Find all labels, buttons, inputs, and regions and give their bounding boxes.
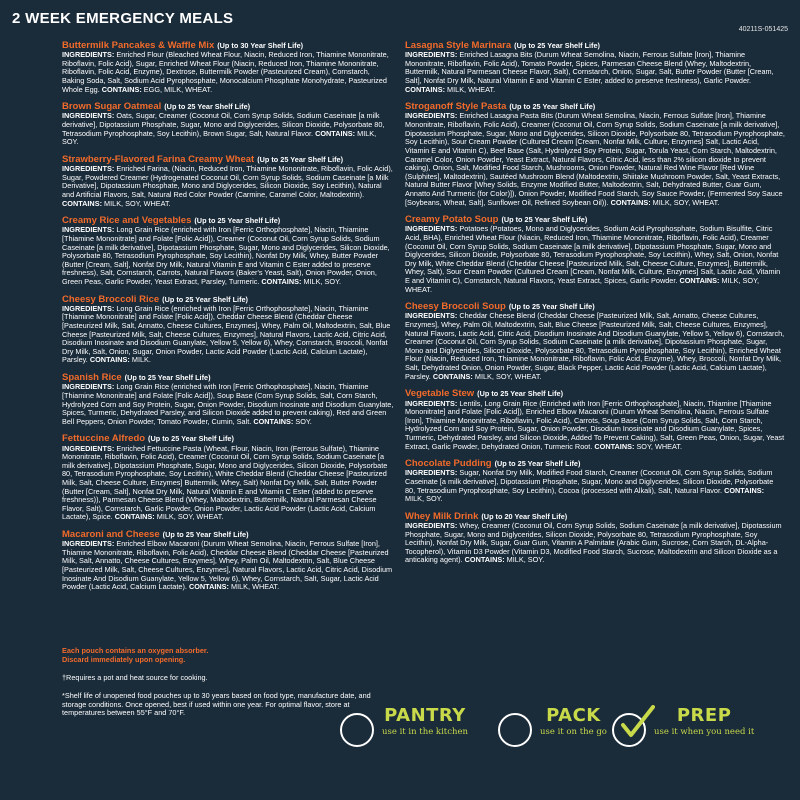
ingredients-label: INGREDIENTS: — [62, 303, 115, 313]
meal-item — [405, 101, 785, 207]
shelf-life: (Up to 25 Year Shelf Life) — [162, 530, 249, 540]
page-title: 2 WEEK EMERGENCY MEALS — [12, 10, 234, 27]
warning-oxygen: Each pouch contains an oxygen absorber. — [62, 646, 209, 655]
contains-label: CONTAINS: — [405, 84, 445, 94]
meal-name: Cheesy Broccoli Rice — [62, 293, 160, 305]
ingredients-label: INGREDIENTS: — [62, 443, 115, 453]
ingredients-text — [62, 305, 394, 365]
meal-name: Spanish Rice — [62, 372, 122, 384]
meal-item — [62, 154, 394, 208]
allergens: MILK, SOY, WHEAT. — [405, 276, 760, 294]
contains-label: CONTAINS: — [594, 441, 635, 451]
ingredients-text — [405, 522, 785, 565]
ingredients-label: INGREDIENTS: — [62, 225, 115, 235]
shelf-life: (Up to 25 Year Shelf Life) — [148, 434, 234, 444]
brand-word: PACK — [546, 705, 601, 726]
brand-word: PREP — [676, 705, 732, 726]
allergens: MILK, SOY, WHEAT. — [156, 512, 224, 522]
meal-name: Macaroni and Cheese — [62, 529, 160, 541]
meal-name: Brown Sugar Oatmeal — [62, 101, 162, 113]
meal-name: Stroganoff Style Pasta — [405, 101, 507, 113]
shelf-life: (Up to 25 Year Shelf Life) — [124, 373, 211, 383]
ingredients-text — [62, 226, 394, 286]
meal-item — [405, 388, 785, 451]
warning-discard: Discard immediately upon opening. — [62, 654, 186, 664]
meal-name: Chocolate Pudding — [405, 458, 492, 470]
allergens: MILK, SOY, WHEAT. — [104, 198, 171, 208]
shelf-life: (Up to 25 Year Shelf Life) — [194, 216, 281, 226]
ingredients-label: INGREDIENTS: — [405, 224, 458, 234]
ingredients-text — [62, 51, 394, 94]
contains-label: CONTAINS: — [610, 197, 651, 207]
meal-item — [62, 40, 394, 94]
contains-label: CONTAINS: — [101, 84, 142, 94]
ingredients-list: Enriched Lasagna Bits (Durum Wheat Semolina, Niacin, Ferrous Sulfate [Iron], Thiamine Mononitrate, Riboflavin, Folic Acid), Tomato Powder, Spices, Parmesan Cheese Blend (Whey, Maltodextrin, Buttermilk, Natural Parmesan Cheese Flavor, Salt), Cornstarch, Onion, Sugar, Salt, Butter Powder (Butter [Cream, Salt], Nonfat Dry Milk, Natural Vitamin E and Vitamin C Ester, added to preserve freshness), Garlic Powder. — [405, 50, 774, 86]
brand-tagline: use it on the go — [540, 727, 607, 737]
ingredients-list: Lentils, Long Grain Rice (Enriched with Iron [Ferric Orthophosphate], Niacin, Thiamine [Thiamine Mononitrate] and Folate [Folic Acid]), Enriched Elbow Macaroni (Durum Wheat Semolina, Niacin, Ferrous Sulfate [Iron], Thiamine Mononitrate, Riboflavin, Folic Acid), Carrots, Soup Base (Corn Syrup Solids, Salt, Corn Starch, Hydrolyzed Corn and Soy Protein, Sugar, Onion Powder, Disodium Inosinate and Disodium Guanylate, Spices, Turmeric, Dehydrated Parsley, and Silicon Dioxide, Added To Prevent Caking), Salt, Green Peas, Onion, Sugar, Yeast Extract, Garlic Powder, Dehydrated Onion, Turmeric Root. — [405, 398, 785, 451]
shelf-life: (Up to 25 Year Shelf Life) — [514, 41, 600, 50]
ingredients-list: Enriched Lasagna Pasta Bits (Durum Wheat Semolina, Niacin, Ferrous Sulfate [Iron], Thiamine Mononitrate, Riboflavin, Folic Acid), Creamer (Coconut Oil, Corn Syrup Solids, Sodium Caseinate [a milk derivative], Dipotassium Phosphate, Sugar, Mono and Diglycerides, Silicon Dioxide, Polysorbate 80, Tetrasodium Pyrophosphate, Soy Lecithin), Sour Cream Powder (Cultured Cream [Cream, Nonfat Milk, Culture, Enzymes] Salt, Lactic Acid, Vitamin E and Vitamin C), Beef Base (Salt, Hydrolyzed Soy Protein, Sugar, Torula Yeast, Corn Starch, Maltodextrin, Caramel Color, Onion Powder, Yeast Extract, Natural Flavors, Citric Acid, less than 2% silicon dioxide to prevent caking), Onion, Salt, Modified Food Starch, Mushrooms, Onion Powder, Natural Red Wine Flavor [Red Wine (Sulphites], Maltodextrin), Sautéed Mushroom Blend (Maltodextrin, Shiitake Mushroom Powder, Salt, Yeast Extracts, Natural Butter Flavor [Whey Solids, Enzyme Modified Butter, Maltodextrin, Salt, Dehydrated Butter, Guar Gum, Annatto And Turmeric (for Color)]), Onion Powder, Modified Food Starch, Soy Sauce Powder, (Fermented Soy Sauce [Soybeans, Wheat, Salt], Sunflower Oil, Refined Soybean Oil)). — [405, 111, 785, 207]
brand-tagline: use it when you need it — [654, 727, 755, 737]
shelf-life: (Up to 20 Year Shelf Life) — [481, 511, 568, 521]
allergens: SOY. — [295, 416, 312, 426]
ingredients-label: INGREDIENTS: — [62, 382, 115, 392]
meal-item — [62, 372, 394, 426]
ingredients-label: INGREDIENTS: — [62, 50, 115, 60]
ingredients-list: Sugar, Nonfat Dry Milk, Modified Food Starch, Creamer (Coconut Oil, Corn Syrup Solids, Sodium Caseinate [a milk derivative], Dipotassium Phosphate, Sugar, Mono and Diglycerides, Silicon Dioxide, Polysorbate 80, Tetrasodium Pyrophosphate, Soy Lecithin), Cocoa (processed with Alkali), Salt, Natural Flavor. — [405, 468, 774, 495]
ingredients-list: Enriched Flour (Bleached Wheat Flour, Niacin, Reduced Iron, Thiamine Mononitrate, Riboflavin, Folic Acid), Sugar, Enriched Wheat Flour (Niacin, Reduced Iron, Thiamine Mononitrate, Riboflavin, Folic Acid, Enzyme), Dextrose, Buttermilk Powder (Pasteurized Cream), Cornstarch, Baking Soda, Salt, Sodium Acid Pyrophosphate, Monocalcium Phosphate Monohydrate, Pasteurized Whole Egg. — [62, 50, 389, 94]
allergens: EGG, MILK, WHEAT. — [143, 84, 213, 94]
ingredients-text — [405, 469, 785, 503]
allergens: MILK, SOY, WHEAT. — [474, 371, 542, 381]
meal-item — [405, 511, 785, 565]
ingredients-list: Long Grain Rice (enriched with Iron [Ferric Orthophosphate], Niacin, Thiamine [Thiamine Mononitrate] and Folate [Folic Acid]), Cheddar Cheese Blend (Cheddar Cheese [Pasteurized Milk, Salt, Annatto, Cheese Cultures, Enzymes], Whey, Palm Oil, Maltodextrin, Salt, Blue Cheese [Pasteurized Milk, Salt, Cheese Cultures, Enzymes], Natural Flavors, Lactic Acid, Citric Acid, Disodium Inosinate and Disodium Guanylate, Yellow 5, Yellow 6), Whey, Cornstarch, Broccoli, Nonfat Dry Milk, Salt, Onion, Sugar, Onion Powder, Lactic Acid Powder (Lactic Acid, Calcium Lactate), Parsley. — [62, 303, 391, 365]
ingredients-list: Whey, Creamer (Coconut Oil, Corn Syrup Solids, Sodium Caseinate [a milk derivative], Dipotassium Phosphate, Sugar, Mono and Diglycerides, Silicon Dioxide, Polysorbate 80, Tetrasodium Pyrophosphate, Soy Lecithin), Nonfat Dry Milk, Sugar, Guar Gum, Vitamin A Palmitate (Arabic Gum, Sucrose, Corn Starch, DL-Alpha-Tocopherol), Vitamin D3 Powder (Vitamin D3, Modified Food Starch, Sucrose, Maltodextrin and Silicon Dioxide as a anticaking agent). — [405, 521, 782, 565]
ingredients-text — [62, 445, 394, 522]
ingredients-label: INGREDIENTS: — [405, 468, 458, 478]
contains-label: CONTAINS: — [679, 276, 720, 286]
ingredients-text — [405, 312, 785, 381]
meal-name: Whey Milk Drink — [405, 510, 479, 522]
meal-name: Cheesy Broccoli Soup — [405, 301, 506, 313]
contains-label: CONTAINS: — [315, 128, 356, 138]
allergens: MILK, WHEAT. — [230, 582, 280, 592]
ingredients-label: INGREDIENTS: — [405, 398, 458, 408]
right-column — [405, 40, 785, 572]
meal-item — [405, 301, 785, 381]
shelf-life: (Up to 25 Year Shelf Life) — [477, 389, 563, 399]
ingredients-text — [62, 383, 394, 426]
ingredients-list: Potatoes (Potatoes, Mono and Diglycerides, Sodium Acid Pyrophosphate, Sodium Bisulfite, Citric Acid, BHA), Enriched Wheat Flour (Niacin, Reduced Iron, Thiamine Mononitrate, Riboflavin, Folic Acid), Creamer (Coconut Oil, Corn Syrup Solids, Sodium Caseinate [a milk derivative], Dipotassium Phosphate, Sugar, Mono and Diglycerides, Silicon Dioxide, Polysorbate 80, Tetrasodium Pyrophosphate, Soy Lecithin), Whey, Salt, Onion, Nonfat Dry Milk, White Cheddar Blend (Cheddar Cheese [Pasteurized Milk, Salt, Cheese Culture, Enzymes], Buttermilk, Whey, Salt), Sour Cream Powder (Cultured Cream [Cream, Nonfat Milk, Culture, Enzymes] Salt, Lactic Acid, Vitamin E and Vitamin C), Cornstarch, Natural Flavors, Yeast Extract, Spices, Garlic Powder. — [405, 224, 781, 286]
meal-item — [62, 101, 394, 147]
allergens: MILK, SOY. — [62, 128, 377, 147]
allergens: MILK, SOY. — [506, 555, 545, 565]
meal-item — [405, 458, 785, 504]
allergens: MILK, SOY. — [303, 277, 342, 286]
contains-label: CONTAINS: — [432, 371, 473, 381]
shelf-life: (Up to 25 Year Shelf Life) — [508, 302, 595, 312]
brand-tagline: use it in the kitchen — [382, 727, 468, 737]
contains-label: CONTAINS: — [253, 416, 294, 426]
note-shelf-life: *Shelf life of unopened food pouches up to 30 years based on food type, manufacture date, and storage conditions. Once opened, best if used within one year. For optimal flavor, store at temperatures between 55°F and 70°F. — [62, 690, 371, 718]
ingredients-list: Enriched Fettuccine Pasta (Wheat, Flour, Niacin, Iron (Ferrous Sulfate), Thiamine Mononitrate, Riboflavin, Folic Acid), Creamer (Coconut Oil, Corn Syrup Solids, Sodium Caseinate [a milk derivative], Dipotassium Phosphate, Sugar, Mono and Diglycerides, Silicon Dioxide, Polysorbate 80, Tetrasodium Pyrophosphate, Soy Lecithin), White Cheddar Blend (Cheddar Cheese [Pasteurized Milk, Salt, Cheese Culture, Enzymes] Buttermilk, Whey, Salt) Nonfat Dry Milk, Salt, Butter Powder (Butter [Cream, Salt], Nonfat Dry Milk, Natural Vitamin E and Vitamin C Ester (added to preserve freshness)), Parmesan Cheese Blend (Whey, Maltodextrin, Buttermilk, Natural Parmesan Cheese Flavor, Salt), Cornstarch, Garlic Powder, Onion Powder, Lactic Acid Powder (Lactic Acid, Calcium Lactate), Spice. — [62, 443, 388, 522]
checked-circle-icon — [612, 713, 646, 747]
shelf-life: (Up to 25 Year Shelf Life) — [257, 154, 344, 164]
ingredients-list: Cheddar Cheese Blend (Cheddar Cheese [Pasteurized Milk, Salt, Annatto, Cheese Cultures, Enzymes], Whey, Palm Oil, Maltodextrin, Salt, Blue Cheese [Pasteurized Milk, Salt, Cheese Cultures, Enzymes], Natural Flavors, Lactic Acid, Citric Acid, Disodium Inosinate And Disodium Guanylate, Yellow 5, Yellow 6), Cornstarch, Creamer (Coconut Oil, Corn Syrup Solids, Sodium Caseinate [a milk derivative], Dipotassium Phosphate, Sugar, Mono and Diglycerides, Silicon Dioxide, Polysorbate 80, Tetrasodium Pyrophosphate, Soy Lecithin), Enriched Wheat Flour (Niacin, Reduced Iron, Thiamine Mononitrate, Riboflavin, Folic Acid, Enzyme), Whey, Broccoli, Nonfat Dry Milk, Salt, Dehydrated Onion, Onion Powder, Sugar, Black Pepper, Lactic Acid Powder (Lactic Acid, Calcium Lactate), Parsley. — [405, 311, 785, 381]
ingredients-label: INGREDIENTS: — [62, 164, 115, 174]
allergens: MILK, SOY, WHEAT. — [652, 197, 720, 207]
checkmark-icon — [615, 705, 655, 745]
ingredients-list: Enriched Farina, (Niacin, Reduced Iron, Thiamine Mononitrate, Riboflavin, Folic Acid), Sugar, Powdered Creamer (Hydrogenated Coconut Oil, Corn Syrup Solids, Sodium Caseinate [a Milk Derivative], Dipotassium Phosphate, Mono and Diglycerides, Silicon Dioxide, Soy Lecithin), Natural and Artificial Flavors, Salt, Natural Red Color Powder (Carmine, Caramel Color, Maltodextrin). — [62, 164, 393, 199]
shelf-life: (Up to 25 Year Shelf Life) — [509, 102, 596, 112]
ingredients-list: Long Grain Rice (enriched with Iron [Ferric Orthophosphate], Niacin, Thiamine [Thiamine Mononitrate] and Folate [Folic Acid]), Soup Base (Corn Syrup Solids, Salt, Corn Starch, Hydrolyzed Corn and Soy Protein, Sugar, Onion Powder, Disodium Inosinate and Disodium Guanylate, Spices, Turmeric, Dehydrated Parsley, and Silicon Dioxide added to prevent caking), Red and Green Bell Peppers, Onion Powder, Tomato Powder, Cumin, Salt. — [62, 382, 394, 426]
meal-name: Lasagna Style Marinara — [405, 40, 512, 51]
brand-word: PANTRY — [384, 705, 466, 726]
ingredients-label: INGREDIENTS: — [62, 111, 115, 121]
meal-name: Creamy Potato Soup — [405, 214, 499, 226]
meal-item — [62, 433, 394, 522]
shelf-life: (Up to 25 Year Shelf Life) — [164, 102, 251, 112]
ingredients-list: Enriched Elbow Macaroni (Durum Wheat Semolina, Niacin, Ferrous Sulfate [Iron], Thiamine Mononitrate, Riboflavin, Folic Acid), Cheddar Cheese Blend (Cheddar Cheese [Pasteurized Milk, Salt, Annatto, Cheese Cultures, Enzymes], Whey, Palm Oil, Maltodextrin, Salt, Blue Cheese [Pasteurized Milk, Salt, Cheese Cultures, Enzymes], Natural Flavors, Lactic Acid, Citric Acid, Disodium Inosinate And Disodium Guanylate, Yellow 5, Yellow 6), Whey, Cornstarch, Salt, Sugar, Lactic Acid Powder (Lactic Acid, Calcium Lactate). — [62, 539, 393, 592]
allergens: MILK. — [131, 355, 151, 365]
contains-label: CONTAINS: — [89, 355, 130, 365]
meal-item — [62, 529, 394, 592]
meal-item — [62, 294, 394, 365]
circle-icon — [498, 713, 532, 747]
ingredients-list: Long Grain Rice (enriched with Iron [Ferric Orthophosphate], Niacin, Thiamine [Thiamine Mononitrate] and Folate [Folic Acid]), Creamer (Coconut Oil, Corn Syrup Solids, Sodium Caseinate [a milk derivative], Dipotassium Phosphate, Sugar, Mono and Diglycerides, Silicon Dioxide, Polysorbate 80, Tetrasodium Pyrophosphate, Soy Lecithin), Nonfat Dry Milk, Whey, Butter Powder (Butter [Cream, Salt], Nonfat Dry Milk, Natural Vitamin E and Vitamin C Ester added to preserve freshness), Salt, Cornstarch, Carrots, Natural Flavors (Baker's Yeast, Salt), Onion Powder, Onion, Green Peas, Garlic Powder, Yeast Extract, Parsley, Turmeric. — [62, 225, 390, 286]
ingredients-label: INGREDIENTS: — [405, 111, 458, 121]
contains-label: CONTAINS: — [188, 582, 229, 592]
ingredients-label: INGREDIENTS: — [62, 539, 115, 549]
ingredients-text — [62, 165, 394, 208]
ingredients-label: INGREDIENTS: — [405, 50, 458, 60]
shelf-life: (Up to 25 Year Shelf Life) — [501, 215, 588, 225]
ingredients-text — [405, 112, 785, 207]
meal-name: Vegetable Stew — [405, 388, 475, 400]
shelf-life: (Up to 25 Year Shelf Life) — [162, 294, 248, 304]
product-code: 40211S-051425 — [738, 26, 788, 33]
allergens: MILK, WHEAT. — [447, 84, 496, 94]
ingredients-label: INGREDIENTS: — [405, 521, 458, 531]
brand-prep — [612, 705, 754, 747]
meal-name: Strawberry-Flavored Farina Creamy Wheat — [62, 153, 255, 165]
contains-label: CONTAINS: — [464, 555, 505, 565]
contains-label: CONTAINS: — [261, 277, 302, 286]
meal-item — [405, 214, 785, 294]
ingredients-text — [405, 400, 785, 452]
ingredients-text — [405, 51, 785, 94]
ingredients-text — [405, 225, 785, 294]
contains-label: CONTAINS: — [62, 198, 102, 208]
meal-name: Fettuccine Alfredo — [62, 433, 146, 445]
contains-label: CONTAINS: — [724, 485, 765, 495]
note-pot: †Requires a pot and heat source for cooking. — [62, 672, 208, 682]
ingredients-label: INGREDIENTS: — [405, 311, 458, 321]
ingredients-list: Oats, Sugar, Creamer (Coconut Oil, Corn Syrup Solids, Sodium Caseinate [a milk derivative], Dipotassium Phosphate, Sugar, Mono and Diglycerides, Silicon Dioxide, Polysorbate 80, Tetrasodium Pyrophosphate, Soy Lecithin), Brown Sugar, Salt, Natural Flavor. — [62, 111, 385, 138]
brand-pantry — [340, 705, 468, 747]
brand-pack — [498, 705, 607, 747]
shelf-life: (Up to 25 Year Shelf Life) — [494, 459, 581, 469]
shelf-life: (Up to 30 Year Shelf Life) — [217, 41, 304, 50]
meal-name: Creamy Rice and Vegetables — [62, 215, 192, 227]
brand-footer — [340, 695, 790, 785]
ingredients-text — [62, 112, 394, 146]
circle-icon — [340, 713, 374, 747]
left-column — [62, 40, 394, 599]
allergens: SOY, WHEAT. — [636, 441, 682, 451]
contains-label: CONTAINS: — [114, 512, 155, 522]
meal-item — [62, 215, 394, 286]
ingredients-text — [62, 540, 394, 592]
allergens: MILK, SOY. — [405, 494, 443, 504]
meal-item — [405, 40, 785, 94]
meal-name: Buttermilk Pancakes & Waffle Mix — [62, 40, 215, 51]
